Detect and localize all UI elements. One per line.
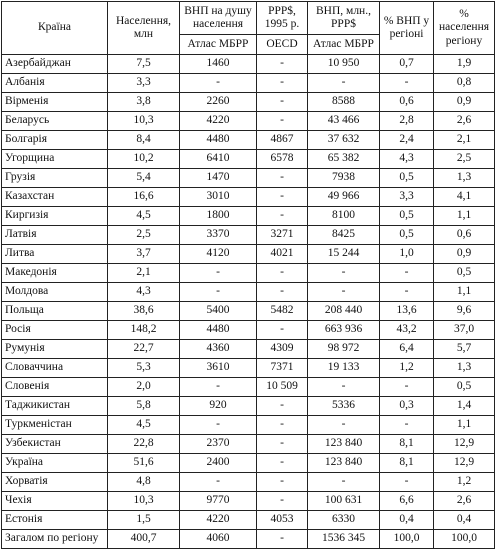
cell-population: 4,5 — [108, 207, 180, 226]
cell-gnp-share: - — [380, 378, 434, 397]
cell-ppp: - — [257, 454, 308, 473]
cell-gnp-share: 6,6 — [380, 492, 434, 511]
cell-gnp-per-capita: 1470 — [180, 169, 257, 188]
cell-country: Болгарія — [2, 131, 108, 150]
cell-population: 148,2 — [108, 321, 180, 340]
cell-gnp-share: 1,2 — [380, 359, 434, 378]
cell-population: 3,8 — [108, 93, 180, 112]
cell-population: 3,3 — [108, 74, 180, 93]
cell-gnp-share: 1,0 — [380, 245, 434, 264]
header-pop-share: % населення регіону — [434, 2, 495, 55]
cell-gnp-share: - — [380, 74, 434, 93]
cell-gnp-per-capita: 2260 — [180, 93, 257, 112]
cell-country: Латвія — [2, 226, 108, 245]
cell-gnp-mln: - — [308, 378, 380, 397]
cell-ppp: - — [257, 397, 308, 416]
cell-gnp-share: - — [380, 283, 434, 302]
cell-pop-share: 1,1 — [434, 283, 495, 302]
cell-gnp-per-capita: 2370 — [180, 435, 257, 454]
cell-country: Молдова — [2, 283, 108, 302]
header-population: Населення, млн — [108, 2, 180, 55]
cell-gnp-mln: 123 840 — [308, 435, 380, 454]
table-row — [2, 226, 495, 245]
cell-ppp: - — [257, 74, 308, 93]
header-source-wb-2: Атлас МБРР — [308, 34, 380, 54]
cell-gnp-mln: 10 950 — [308, 55, 380, 74]
cell-gnp-mln: 8100 — [308, 207, 380, 226]
cell-country: Македонія — [2, 264, 108, 283]
cell-pop-share: 2,5 — [434, 150, 495, 169]
cell-gnp-per-capita: 4220 — [180, 112, 257, 131]
table-row — [2, 283, 495, 302]
cell-gnp-per-capita: 6410 — [180, 150, 257, 169]
table-row — [2, 397, 495, 416]
cell-gnp-mln: - — [308, 283, 380, 302]
cell-population: 4,5 — [108, 416, 180, 435]
cell-gnp-share: 2,4 — [380, 131, 434, 150]
cell-country: Литва — [2, 245, 108, 264]
cell-ppp: 4867 — [257, 131, 308, 150]
cell-gnp-share: 6,4 — [380, 340, 434, 359]
cell-gnp-per-capita: 920 — [180, 397, 257, 416]
cell-pop-share: 1,9 — [434, 55, 495, 74]
cell-population: 38,6 — [108, 302, 180, 321]
cell-country: Киргизія — [2, 207, 108, 226]
cell-gnp-share: 0,5 — [380, 207, 434, 226]
cell-country: Польща — [2, 302, 108, 321]
cell-gnp-per-capita: - — [180, 378, 257, 397]
table-row — [2, 435, 495, 454]
cell-gnp-mln: 98 972 — [308, 340, 380, 359]
table-row — [2, 264, 495, 283]
cell-gnp-share: 0,3 — [380, 397, 434, 416]
table-row — [2, 188, 495, 207]
cell-population: 2,0 — [108, 378, 180, 397]
cell-gnp-share: 0,7 — [380, 55, 434, 74]
cell-gnp-per-capita: - — [180, 416, 257, 435]
table-row — [2, 93, 495, 112]
table-row — [2, 340, 495, 359]
cell-ppp: - — [257, 169, 308, 188]
cell-pop-share: 0,5 — [434, 378, 495, 397]
cell-gnp-mln: 123 840 — [308, 454, 380, 473]
cell-gnp-mln: 19 133 — [308, 359, 380, 378]
cell-ppp: 4053 — [257, 511, 308, 530]
cell-population: 16,6 — [108, 188, 180, 207]
cell-gnp-mln: 49 966 — [308, 188, 380, 207]
cell-country: Казахстан — [2, 188, 108, 207]
cell-gnp-share: 4,3 — [380, 150, 434, 169]
cell-gnp-mln: - — [308, 74, 380, 93]
table-row — [2, 207, 495, 226]
cell-gnp-per-capita: 9770 — [180, 492, 257, 511]
cell-population: 7,5 — [108, 55, 180, 74]
cell-country: Румунія — [2, 340, 108, 359]
cell-country: Естонія — [2, 511, 108, 530]
cell-ppp: - — [257, 264, 308, 283]
cell-population: 10,2 — [108, 150, 180, 169]
cell-pop-share: 9,6 — [434, 302, 495, 321]
cell-gnp-per-capita: 4480 — [180, 131, 257, 150]
cell-country: Албанія — [2, 74, 108, 93]
cell-ppp: 4021 — [257, 245, 308, 264]
cell-gnp-per-capita: 3370 — [180, 226, 257, 245]
cell-ppp: - — [257, 283, 308, 302]
cell-gnp-share: 43,2 — [380, 321, 434, 340]
cell-pop-share: 0,5 — [434, 264, 495, 283]
cell-gnp-per-capita: - — [180, 283, 257, 302]
cell-gnp-share: - — [380, 264, 434, 283]
cell-gnp-per-capita: 4120 — [180, 245, 257, 264]
cell-pop-share: 100,0 — [434, 530, 495, 549]
cell-ppp: - — [257, 112, 308, 131]
cell-pop-share: 37,0 — [434, 321, 495, 340]
header-gnp-per-capita: ВНП на душу населення — [180, 2, 257, 35]
cell-country: Туркменістан — [2, 416, 108, 435]
data-table — [1, 1, 495, 549]
cell-population: 400,7 — [108, 530, 180, 549]
table-row — [2, 321, 495, 340]
cell-pop-share: 2,1 — [434, 131, 495, 150]
table-row — [2, 511, 495, 530]
cell-country: Хорватія — [2, 473, 108, 492]
table-row — [2, 302, 495, 321]
cell-gnp-per-capita: - — [180, 74, 257, 93]
cell-ppp: - — [257, 55, 308, 74]
cell-pop-share: 4,1 — [434, 188, 495, 207]
cell-gnp-share: 0,4 — [380, 511, 434, 530]
cell-population: 5,8 — [108, 397, 180, 416]
cell-country: Словенія — [2, 378, 108, 397]
cell-gnp-mln: 663 936 — [308, 321, 380, 340]
header-gnp-share: % ВНП у регіоні — [380, 2, 434, 55]
cell-population: 22,8 — [108, 435, 180, 454]
cell-pop-share: 0,4 — [434, 511, 495, 530]
cell-country: Чехія — [2, 492, 108, 511]
table-row — [2, 112, 495, 131]
cell-ppp: 3271 — [257, 226, 308, 245]
cell-pop-share: 2,6 — [434, 112, 495, 131]
cell-gnp-mln: - — [308, 416, 380, 435]
table-row — [2, 131, 495, 150]
cell-country: Узбекистан — [2, 435, 108, 454]
cell-gnp-share: 13,6 — [380, 302, 434, 321]
cell-gnp-mln: 37 632 — [308, 131, 380, 150]
table-row — [2, 492, 495, 511]
cell-population: 3,7 — [108, 245, 180, 264]
cell-gnp-per-capita: 4060 — [180, 530, 257, 549]
cell-pop-share: 1,1 — [434, 416, 495, 435]
cell-ppp: 6578 — [257, 150, 308, 169]
cell-gnp-share: 0,6 — [380, 93, 434, 112]
table-row — [2, 530, 495, 549]
cell-country: Угорщина — [2, 150, 108, 169]
cell-population: 2,1 — [108, 264, 180, 283]
cell-gnp-mln: 8588 — [308, 93, 380, 112]
cell-population: 5,4 — [108, 169, 180, 188]
cell-gnp-per-capita: - — [180, 473, 257, 492]
cell-population: 1,5 — [108, 511, 180, 530]
cell-ppp: - — [257, 207, 308, 226]
cell-gnp-mln: 100 631 — [308, 492, 380, 511]
cell-gnp-mln: 1536 345 — [308, 530, 380, 549]
cell-gnp-share: 8,1 — [380, 454, 434, 473]
cell-country: Росія — [2, 321, 108, 340]
cell-pop-share: 2,6 — [434, 492, 495, 511]
cell-country: Азербайджан — [2, 55, 108, 74]
cell-ppp: - — [257, 188, 308, 207]
cell-country: Вірменія — [2, 93, 108, 112]
cell-gnp-share: 100,0 — [380, 530, 434, 549]
cell-ppp: - — [257, 416, 308, 435]
cell-population: 10,3 — [108, 492, 180, 511]
cell-ppp: - — [257, 473, 308, 492]
cell-pop-share: 1,3 — [434, 359, 495, 378]
cell-gnp-mln: 6330 — [308, 511, 380, 530]
cell-gnp-share: 0,5 — [380, 169, 434, 188]
table-row — [2, 169, 495, 188]
cell-ppp: - — [257, 492, 308, 511]
cell-gnp-per-capita: 4360 — [180, 340, 257, 359]
cell-pop-share: 5,7 — [434, 340, 495, 359]
cell-ppp: - — [257, 321, 308, 340]
cell-ppp: - — [257, 435, 308, 454]
cell-gnp-mln: 7938 — [308, 169, 380, 188]
cell-gnp-per-capita: 5400 — [180, 302, 257, 321]
cell-gnp-share: 2,8 — [380, 112, 434, 131]
cell-gnp-mln: - — [308, 473, 380, 492]
cell-gnp-mln: 43 466 — [308, 112, 380, 131]
cell-pop-share: 12,9 — [434, 435, 495, 454]
table-row — [2, 416, 495, 435]
cell-ppp: 4309 — [257, 340, 308, 359]
cell-gnp-per-capita: 4480 — [180, 321, 257, 340]
cell-population: 5,3 — [108, 359, 180, 378]
cell-gnp-per-capita: - — [180, 264, 257, 283]
table-row — [2, 378, 495, 397]
cell-population: 4,8 — [108, 473, 180, 492]
cell-pop-share: 0,9 — [434, 245, 495, 264]
table-row — [2, 359, 495, 378]
header-gnp-mln: ВНП, млн., PPP$ — [308, 2, 380, 35]
cell-country: Беларусь — [2, 112, 108, 131]
cell-gnp-mln: 5336 — [308, 397, 380, 416]
table-row — [2, 473, 495, 492]
cell-pop-share: 1,3 — [434, 169, 495, 188]
cell-population: 51,6 — [108, 454, 180, 473]
cell-gnp-mln: 15 244 — [308, 245, 380, 264]
header-row — [2, 2, 495, 35]
cell-gnp-mln: 8425 — [308, 226, 380, 245]
table-row — [2, 150, 495, 169]
cell-gnp-share: 0,5 — [380, 226, 434, 245]
cell-country: Загалом по регіону — [2, 530, 108, 549]
cell-gnp-share: 3,3 — [380, 188, 434, 207]
cell-ppp: - — [257, 530, 308, 549]
table-row — [2, 74, 495, 93]
cell-pop-share: 1,1 — [434, 207, 495, 226]
cell-gnp-per-capita: 1460 — [180, 55, 257, 74]
cell-country: Грузія — [2, 169, 108, 188]
cell-gnp-share: - — [380, 473, 434, 492]
cell-ppp: 7371 — [257, 359, 308, 378]
cell-gnp-per-capita: 1800 — [180, 207, 257, 226]
cell-gnp-per-capita: 2400 — [180, 454, 257, 473]
table-row — [2, 245, 495, 264]
cell-population: 4,3 — [108, 283, 180, 302]
cell-country: Словаччина — [2, 359, 108, 378]
table-row — [2, 454, 495, 473]
header-country: Країна — [2, 2, 108, 55]
cell-population: 8,4 — [108, 131, 180, 150]
cell-population: 22,7 — [108, 340, 180, 359]
cell-gnp-share: 8,1 — [380, 435, 434, 454]
header-ppp: PPP$, 1995 р. — [257, 2, 308, 35]
cell-gnp-mln: 65 382 — [308, 150, 380, 169]
cell-gnp-mln: 208 440 — [308, 302, 380, 321]
cell-pop-share: 0,6 — [434, 226, 495, 245]
cell-ppp: 10 509 — [257, 378, 308, 397]
header-source-wb: Атлас МБРР — [180, 34, 257, 54]
header-source-oecd: OECD — [257, 34, 308, 54]
table-body — [2, 55, 495, 549]
cell-country: Таджикистан — [2, 397, 108, 416]
cell-pop-share: 0,9 — [434, 93, 495, 112]
cell-gnp-per-capita: 3010 — [180, 188, 257, 207]
cell-population: 2,5 — [108, 226, 180, 245]
cell-gnp-share: - — [380, 416, 434, 435]
cell-pop-share: 12,9 — [434, 454, 495, 473]
cell-country: Україна — [2, 454, 108, 473]
cell-pop-share: 0,8 — [434, 74, 495, 93]
cell-gnp-per-capita: 4220 — [180, 511, 257, 530]
cell-pop-share: 1,2 — [434, 473, 495, 492]
cell-pop-share: 1,4 — [434, 397, 495, 416]
cell-population: 10,3 — [108, 112, 180, 131]
cell-ppp: 5482 — [257, 302, 308, 321]
table-row — [2, 55, 495, 74]
cell-gnp-mln: - — [308, 264, 380, 283]
cell-gnp-per-capita: 3610 — [180, 359, 257, 378]
cell-ppp: - — [257, 93, 308, 112]
